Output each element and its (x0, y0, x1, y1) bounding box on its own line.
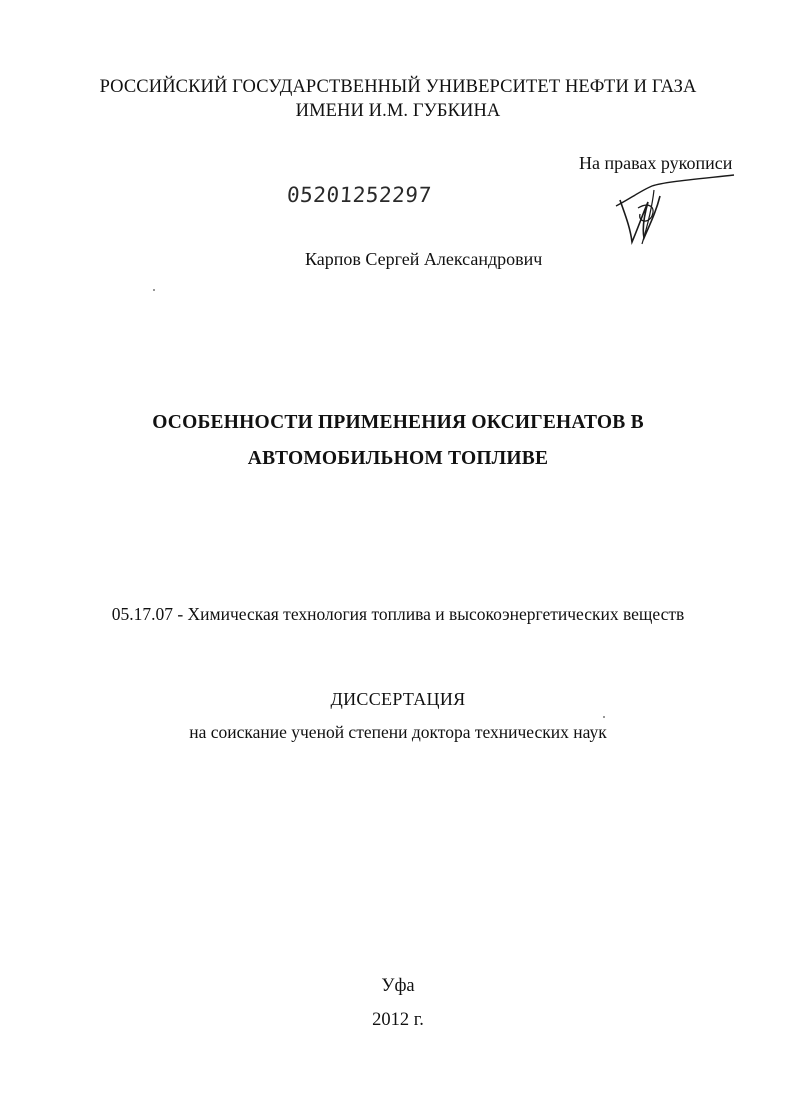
scan-speck (153, 289, 155, 291)
degree-sought: на соискание ученой степени доктора технических наук (189, 722, 607, 742)
title-line-2: АВТОМОБИЛЬНОМ ТОПЛИВЕ (247, 448, 549, 469)
title-line-1: ОСОБЕННОСТИ ПРИМЕНЕНИЯ ОКСИГЕНАТОВ В (152, 412, 644, 433)
year: 2012 г. (372, 1010, 424, 1030)
city: Уфа (381, 976, 415, 996)
university-name-line-1: РОССИЙСКИЙ ГОСУДАРСТВЕННЫЙ УНИВЕРСИТЕТ НЕФТИ И ГАЗА (99, 77, 697, 97)
university-name-line-2: ИМЕНИ И.М. ГУБКИНА (295, 101, 501, 121)
specialty-code: 05.17.07 - Химическая технология топлива и высокоэнергетических веществ (111, 604, 685, 624)
registration-number-stamp: 05201252297 (286, 183, 433, 207)
document-type: ДИССЕРТАЦИЯ (330, 689, 466, 709)
dissertation-title (0, 405, 796, 477)
university-header (0, 75, 796, 123)
rights-note: На правах рукописи (579, 153, 733, 173)
author-name: Карпов Сергей Александрович (305, 249, 543, 269)
signature-icon (608, 172, 738, 252)
scan-speck (603, 716, 605, 718)
